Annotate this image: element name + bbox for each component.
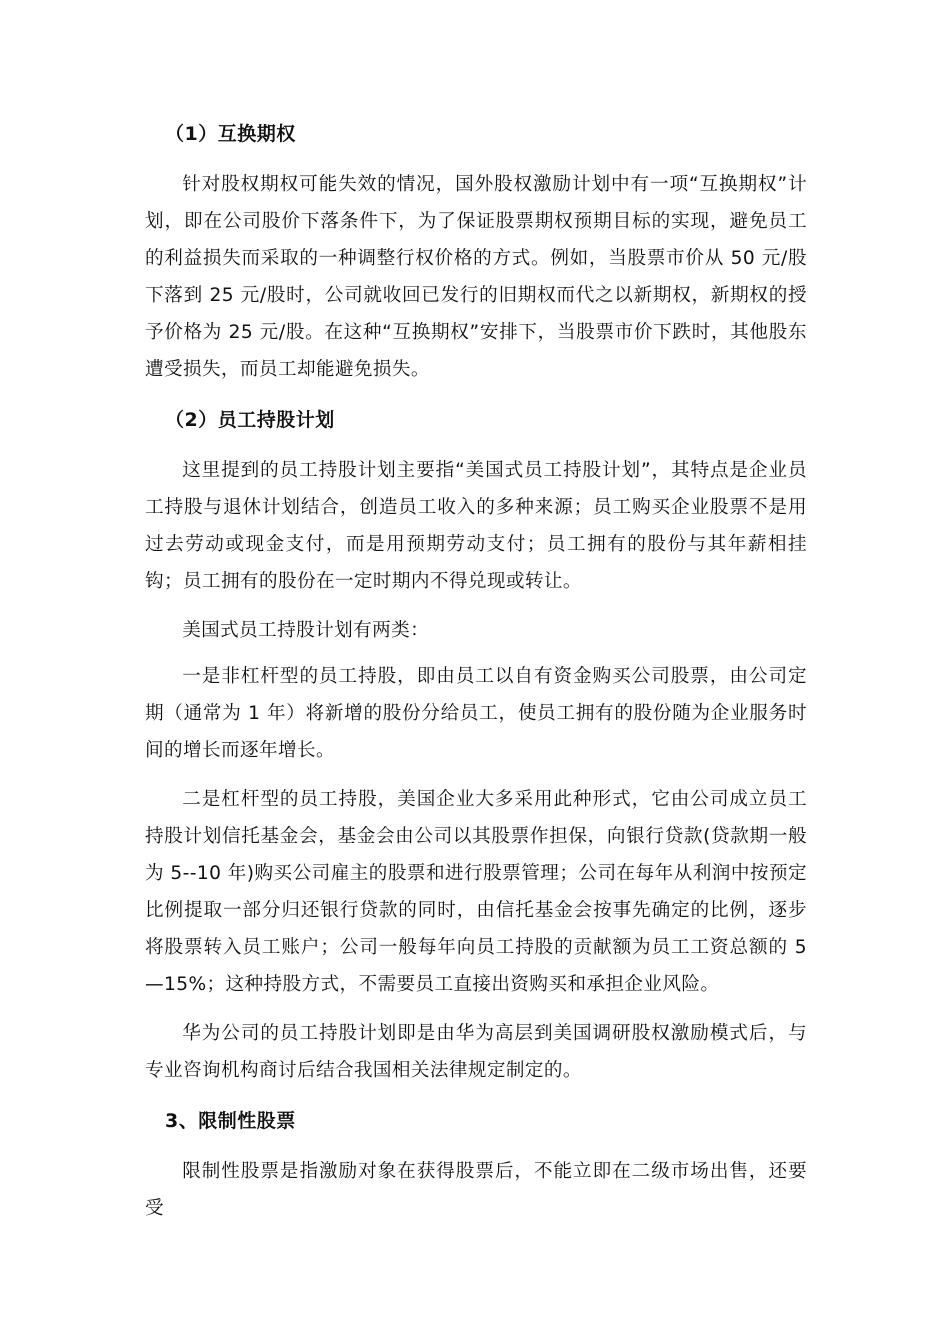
paragraph-leveraged: 二是杠杆型的员工持股，美国企业大多采用此种形式，它由公司成立员工持股计划信托基金会，基金会由公司以其股票作担保，向银行贷款(贷款期一般为 5--10 年)购买公司雇主的股票和进行股票管理；公司在每年从利润中按预定比例提取一部分归还银行贷款的同时，由信托基金会按事先确定的比例，逐步将股票转入员工账户；公司一般每年向员工持股的贡献额为员工工资总额的 5—15%；这种持股方式，不需要员工直接出资购买和承担企业风险。	[145, 789, 807, 995]
paragraph-esop-definition: 这里提到的员工持股计划主要指“美国式员工持股计划”，其特点是企业员工持股与退休计划结合，创造员工收入的多种来源；员工购买企业股票不是用过去劳动或现金支付，而是用预期劳动支付；员工拥有的股份与其年薪相挂钩；员工拥有的股份在一定时期内不得兑现或转让。	[145, 460, 807, 592]
paragraph-restricted-stock: 限制性股票是指激励对象在获得股票后，不能立即在二级市场出售，还要受	[145, 1161, 807, 1219]
section-heading-employee-stock-plan: （2）员工持股计划	[165, 409, 335, 431]
paragraph-swap-option: 针对股权期权可能失效的情况，国外股权激励计划中有一项“互换期权”计划，即在公司股价下落条件下，为了保证股票期权预期目标的实现，避免员工的利益损失而采取的一种调整行权价格的方式。例如，当股票市价从 50 元/股下落到 25 元/股时，公司就收回已发行的旧期权而代之以新期权，新期权的授予价格为 25 元/股。在这种“互换期权”安排下，当股票市价下跌时，其他股东遭受损失，而员工却能避免损失。	[145, 174, 807, 380]
paragraph-non-leveraged: 一是非杠杆型的员工持股，即由员工以自有资金购买公司股票，由公司定期（通常为 1 年）将新增的股份分给员工，使员工拥有的股份随为企业服务时间的增长而逐年增长。	[145, 666, 807, 761]
document-page	[145, 114, 807, 1239]
section-heading-swap-option: （1）互换期权	[165, 123, 296, 145]
paragraph-huawei: 华为公司的员工持股计划即是由华为高层到美国调研股权激励模式后，与专业咨询机构商讨后结合我国相关法律规定制定的。	[145, 1023, 807, 1081]
section-heading-restricted-stock: 3、限制性股票	[165, 1110, 296, 1132]
paragraph-esop-types: 美国式员工持股计划有两类：	[182, 620, 430, 641]
